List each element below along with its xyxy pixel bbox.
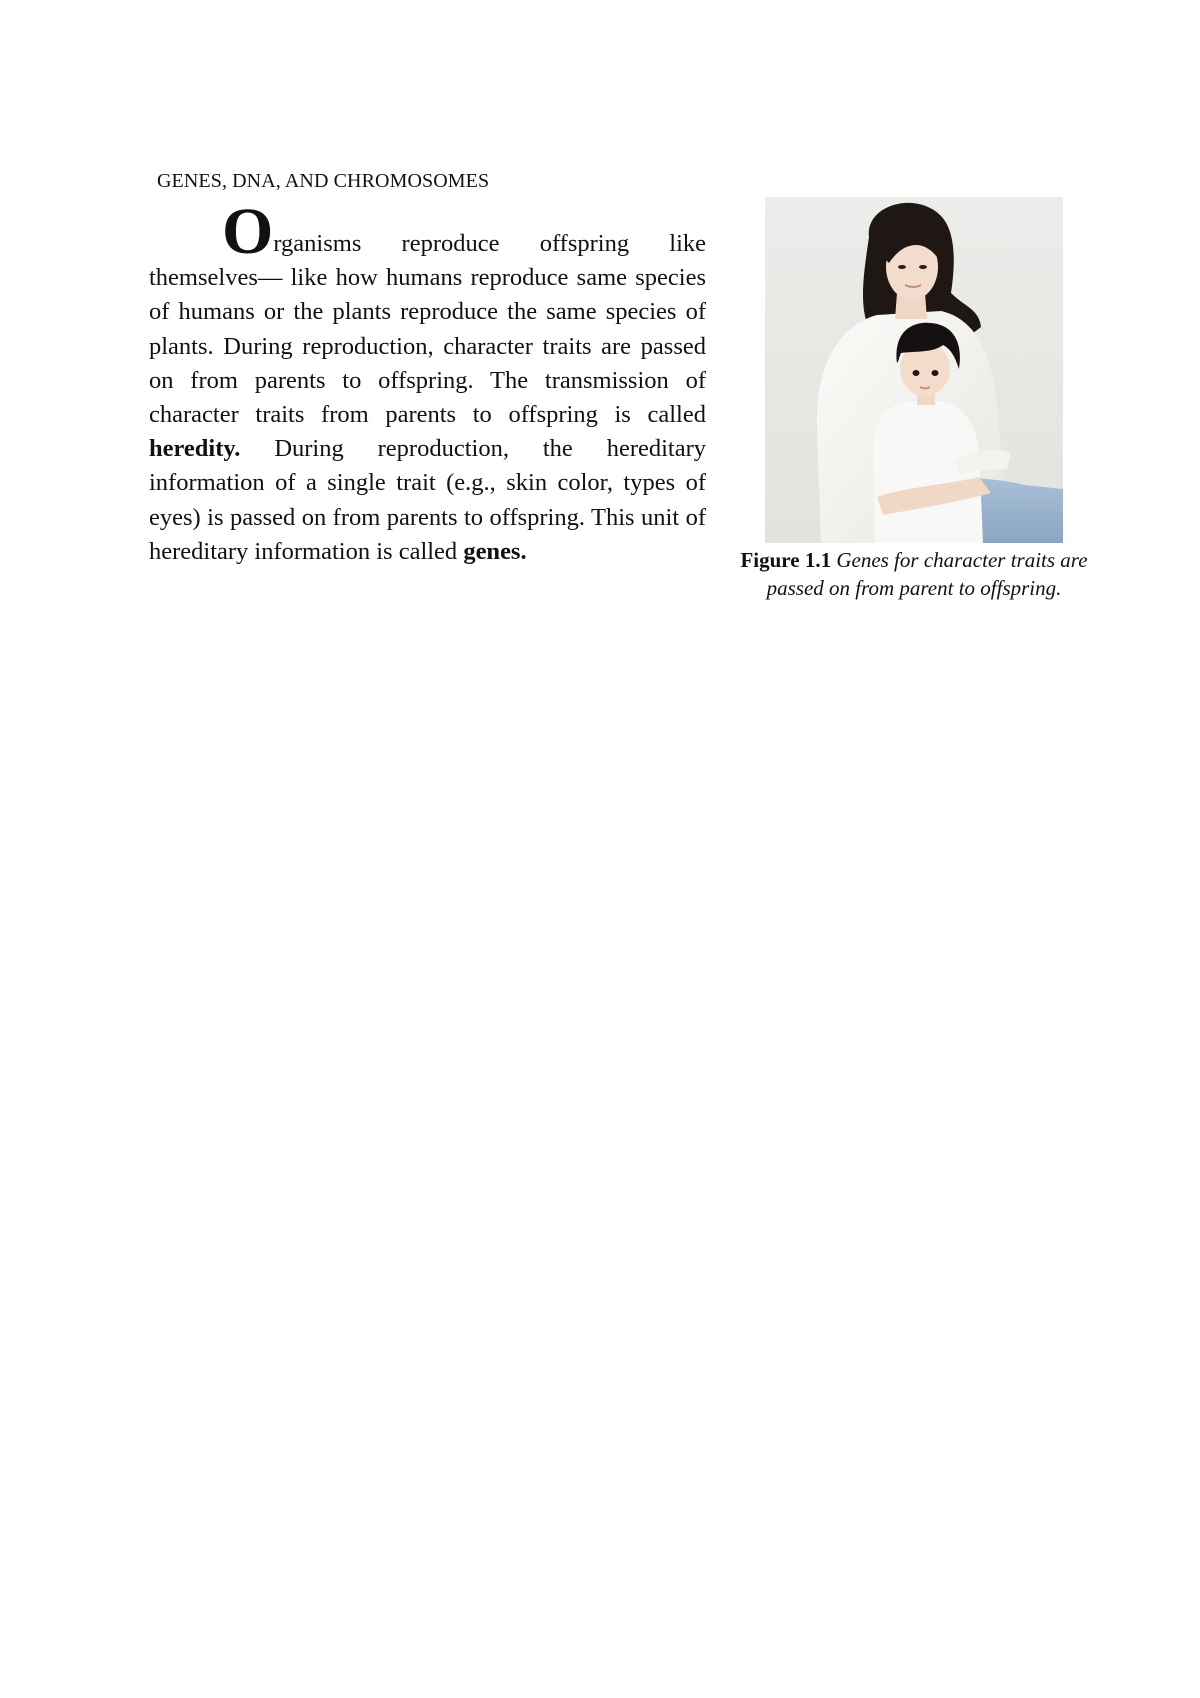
term-genes: genes. — [463, 537, 527, 565]
figure-1-1 — [765, 197, 1063, 543]
paragraph-text-1: rganisms reproduce offspring like themselves— like how humans reproduce same species of humans or the plants reproduce the same species of plants. During reproduction, character traits are passed on from parents to offspring. The transmission of character traits from parents to offspring is called — [149, 230, 706, 429]
figure-caption-text: Genes for character traits are passed on from parent to offspring. — [766, 548, 1088, 600]
paragraph-text-2: During reproduction, the hereditary information of a single trait (e.g., skin color, types of eyes) is passed on from parents to offspring. This unit of hereditary information is called — [149, 435, 706, 565]
figure-caption — [718, 546, 1110, 602]
body-paragraph — [149, 195, 706, 569]
drop-cap: O — [222, 195, 274, 268]
mother-and-child-photo — [765, 197, 1063, 543]
term-heredity: heredity. — [149, 435, 241, 463]
section-heading: GENES, DNA, AND CHROMOSOMES — [157, 170, 490, 192]
figure-label: Figure 1.1 — [740, 548, 832, 572]
